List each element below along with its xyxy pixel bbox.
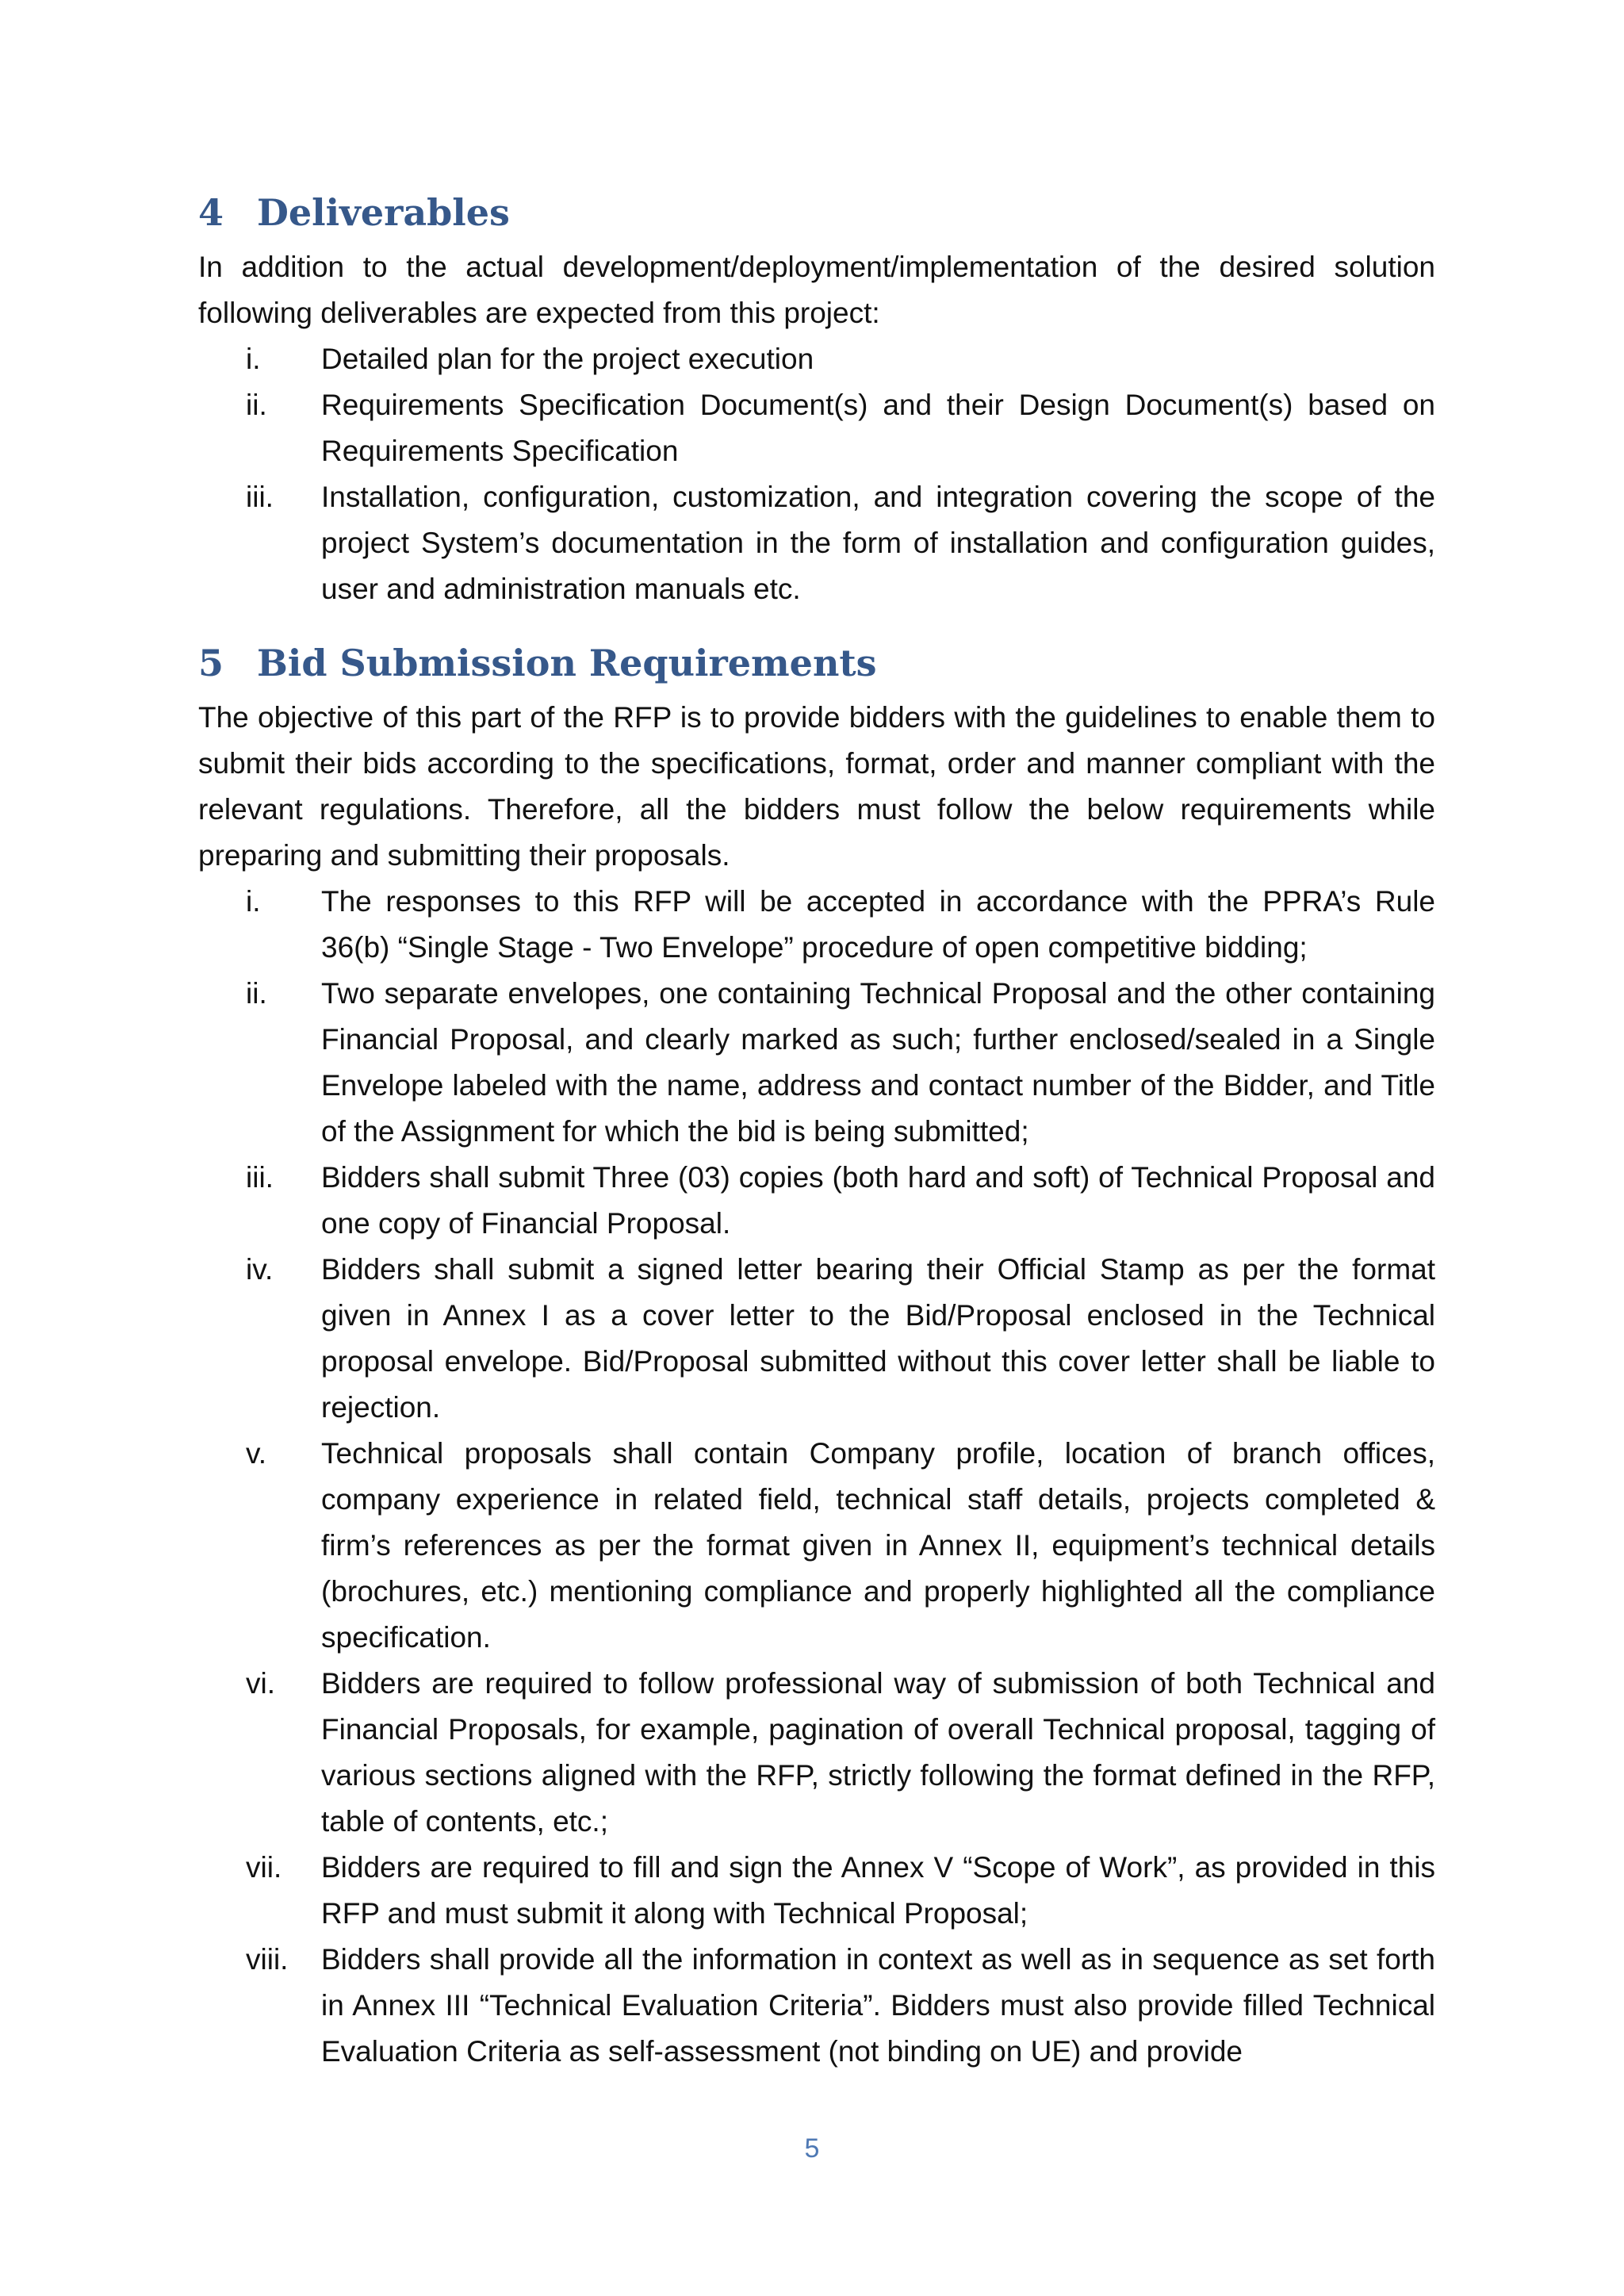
list-item	[198, 1937, 1435, 2075]
list-item-text: Requirements Specification Document(s) and their Design Document(s) based on Requirements Specification	[321, 389, 1435, 467]
list-item	[198, 879, 1435, 971]
list-item	[198, 474, 1435, 612]
section-title: Deliverables	[257, 191, 510, 234]
page-number: 5	[804, 2133, 820, 2164]
bid-requirements-list	[198, 879, 1435, 2075]
section-number: 5	[198, 642, 224, 684]
list-item	[198, 336, 1435, 382]
list-item	[198, 1155, 1435, 1247]
list-marker: i.	[246, 885, 261, 918]
list-marker: viii.	[246, 1943, 289, 1976]
list-item-text: Bidders shall submit Three (03) copies (both hard and soft) of Technical Proposal and one copy of Financial Proposal.	[321, 1161, 1435, 1240]
list-marker: ii.	[246, 977, 267, 1010]
list-marker: iv.	[246, 1253, 274, 1286]
list-item-text: Bidders shall provide all the information in context as well as in sequence as set forth in Annex III “Technical Evaluation Criteria”. Bidders must also provide filled Technical Evaluation Criteria as self-assessment (not binding on UE) and provide	[321, 1943, 1435, 2068]
section-intro-paragraph: In addition to the actual development/deployment/implementation of the desired solution following deliverables are expected from this project:	[198, 251, 1435, 329]
list-marker: i.	[246, 343, 261, 375]
list-item-text: Installation, configuration, customization, and integration covering the scope of the project System’s documentation in the form of installation and configuration guides, user and administration manuals etc.	[321, 481, 1435, 605]
list-marker: ii.	[246, 389, 267, 421]
list-item	[198, 1431, 1435, 1661]
list-item-text: Technical proposals shall contain Company profile, location of branch offices, company experience in related field, technical staff details, projects completed & firm’s references as per the format given in Annex II, equipment’s technical details (brochures, etc.) mentioning compliance and properly highlighted all the compliance specification.	[321, 1437, 1435, 1654]
list-item	[198, 971, 1435, 1155]
deliverables-list	[198, 336, 1435, 612]
list-item	[198, 1845, 1435, 1937]
section-title: Bid Submission Requirements	[257, 642, 877, 684]
list-item-text: Bidders are required to fill and sign the Annex V “Scope of Work”, as provided in this RFP and must submit it along with Technical Proposal;	[321, 1851, 1435, 1930]
section-intro-paragraph: The objective of this part of the RFP is to provide bidders with the guidelines to enable them to submit their bids according to the specifications, format, order and manner compliant with the relevant regulations. Therefore, all the bidders must follow the below requirements while preparing and submitting their proposals.	[198, 701, 1435, 872]
section-heading-bid-submission	[198, 639, 1435, 687]
list-item-text: Bidders are required to follow professional way of submission of both Technical and Financial Proposals, for example, pagination of overall Technical proposal, tagging of various sections aligned with the RFP, strictly following the format defined in the RFP, table of contents, etc.;	[321, 1667, 1435, 1838]
list-marker: vii.	[246, 1851, 282, 1884]
list-item-text: Two separate envelopes, one containing Technical Proposal and the other containing Financial Proposal, and clearly marked as such; further enclosed/sealed in a Single Envelope labeled with the name, address and contact number of the Bidder, and Title of the Assignment for which the bid is being submitted;	[321, 977, 1435, 1148]
list-item-text: Bidders shall submit a signed letter bearing their Official Stamp as per the format given in Annex I as a cover letter to the Bid/Proposal enclosed in the Technical proposal envelope. Bid/Proposal submitted without this cover letter shall be liable to rejection.	[321, 1253, 1435, 1424]
list-item	[198, 1661, 1435, 1845]
list-item	[198, 382, 1435, 474]
list-marker: iii.	[246, 1161, 274, 1194]
list-item-text: The responses to this RFP will be accepted in accordance with the PPRA’s Rule 36(b) “Single Stage - Two Envelope” procedure of open competitive bidding;	[321, 885, 1435, 964]
document-page	[198, 189, 1435, 2075]
list-marker: vi.	[246, 1667, 275, 1700]
list-item	[198, 1247, 1435, 1431]
list-item-text: Detailed plan for the project execution	[321, 343, 814, 375]
list-marker: v.	[246, 1437, 267, 1470]
section-number: 4	[198, 191, 224, 234]
list-marker: iii.	[246, 481, 274, 513]
section-heading-deliverables	[198, 189, 1435, 236]
